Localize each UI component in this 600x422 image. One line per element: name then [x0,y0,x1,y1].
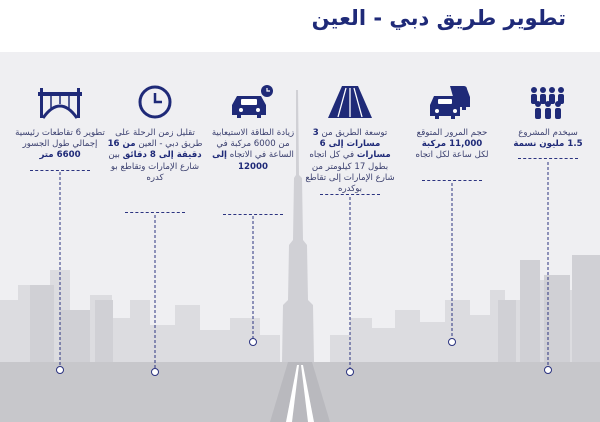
road-lanes-icon [328,84,372,120]
underline [422,180,482,181]
stat-text: سيخدم المشروع 1.5 مليون نسمة [513,128,583,150]
people-crowd-icon [526,84,570,120]
stat-text: زيادة الطاقة الاستيعابية من 6000 مركبة في الساعة في الاتجاه إلى 12000 [211,128,295,172]
stat-text: حجم المرور المتوقع 11,000 مركبة لكل ساعة لكل اتجاه [415,128,489,161]
underline [223,214,283,215]
page-title: تطوير طريق دبي - العين [311,6,566,30]
car-clock-icon [231,84,275,120]
stat-text: تقليل زمن الرحلة على طريق دبي - العين من 16 دقيقة إلى 8 دقائق بين شارع الإمارات وتقاطع بو كدره [107,128,203,183]
underline [518,158,578,159]
bridge-icon [38,84,82,120]
stat-text: توسعة الطريق من 3 مسارات إلى 6 مسارات في كل اتجاه بطول 17 كيلومتر من شارع الإمارات إلى تقاطع بوكدره [305,128,395,195]
underline [320,194,380,195]
underline [30,170,90,171]
traffic-cars-icon [430,84,474,120]
stat-text: تطوير 6 تقاطعات رئيسية إجمالي طول الجسور 6600 متر [15,128,105,161]
clock-icon [133,84,177,120]
underline [125,212,185,213]
